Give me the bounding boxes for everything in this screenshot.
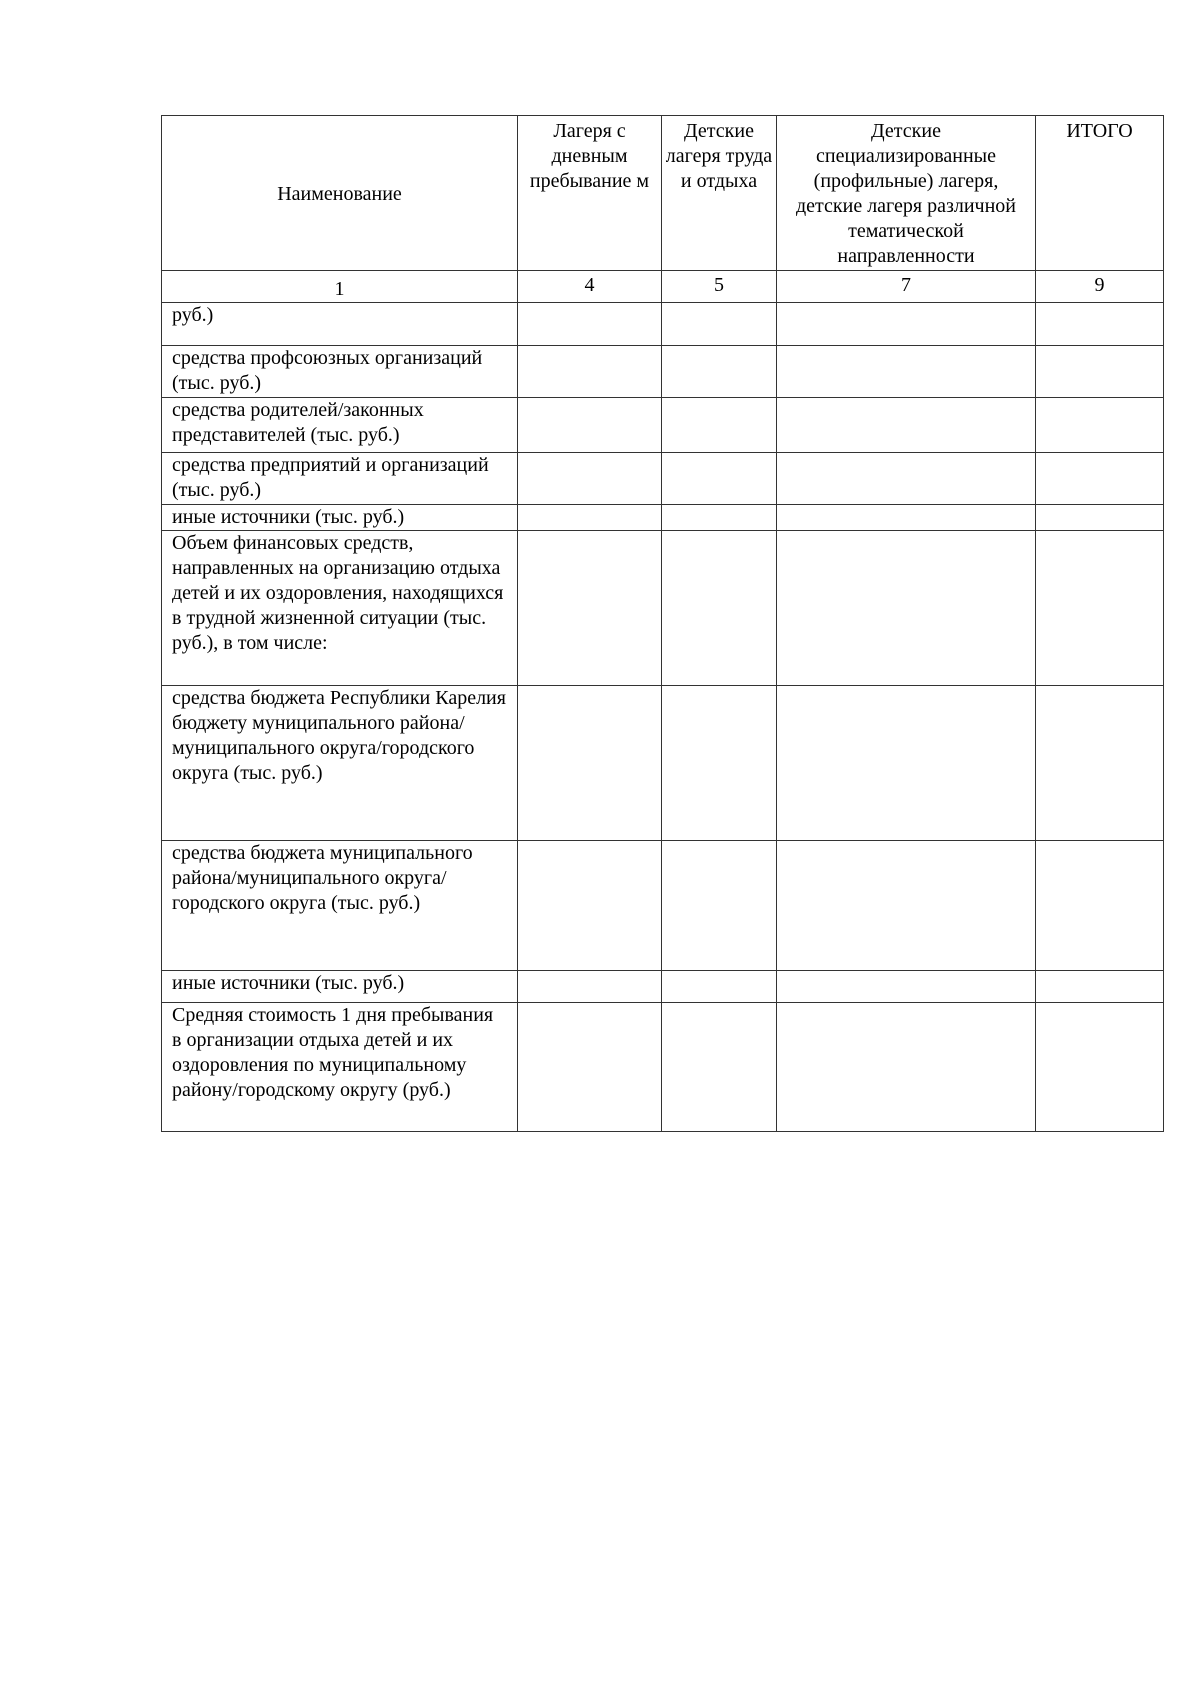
table-row xyxy=(162,453,1164,505)
table-cell xyxy=(777,505,1036,531)
table-cell xyxy=(518,1003,662,1132)
column-number: 4 xyxy=(518,271,662,303)
column-number-row xyxy=(162,271,1164,303)
header-total: ИТОГО xyxy=(1036,116,1164,271)
table-cell xyxy=(1036,346,1164,398)
table-cell xyxy=(777,346,1036,398)
table-row xyxy=(162,841,1164,971)
table-row xyxy=(162,531,1164,686)
table-cell xyxy=(662,303,777,346)
table-row xyxy=(162,303,1164,346)
table-cell xyxy=(662,346,777,398)
row-label: средства бюджета муниципального района/муниципального округа/городского округа (тыс. руб.) xyxy=(162,841,518,971)
table-cell xyxy=(518,531,662,686)
table-cell xyxy=(1036,303,1164,346)
table-cell xyxy=(518,971,662,1003)
header-specialized-camps: Детские специализированные (профильные) лагеря, детские лагеря различной тематической направленности xyxy=(777,116,1036,271)
table-cell xyxy=(662,686,777,841)
table-cell xyxy=(1036,531,1164,686)
table-cell xyxy=(662,453,777,505)
table-cell xyxy=(1036,686,1164,841)
table-row xyxy=(162,971,1164,1003)
table-row xyxy=(162,346,1164,398)
row-label: иные источники (тыс. руб.) xyxy=(162,971,518,1003)
header-labor-camps: Детские лагеря труда и отдыха xyxy=(662,116,777,271)
table-header-row xyxy=(162,116,1164,271)
row-label: Объем финансовых средств, направленных на организацию отдыха детей и их оздоровления, находящихся в трудной жизненной ситуации (тыс. руб.), в том числе: xyxy=(162,531,518,686)
table-cell xyxy=(777,971,1036,1003)
table-cell xyxy=(662,531,777,686)
table-cell xyxy=(518,505,662,531)
row-label: средства профсоюзных организаций (тыс. руб.) xyxy=(162,346,518,398)
table-cell xyxy=(1036,841,1164,971)
table-cell xyxy=(1036,505,1164,531)
table-cell xyxy=(777,1003,1036,1132)
row-label: средства родителей/законных представителей (тыс. руб.) xyxy=(162,398,518,453)
table-cell xyxy=(518,686,662,841)
table-cell xyxy=(662,398,777,453)
table-cell xyxy=(662,971,777,1003)
table-row xyxy=(162,505,1164,531)
table-cell xyxy=(662,1003,777,1132)
column-number: 7 xyxy=(777,271,1036,303)
table-cell xyxy=(1036,971,1164,1003)
table-cell xyxy=(1036,453,1164,505)
table-cell xyxy=(518,841,662,971)
table-cell xyxy=(518,453,662,505)
row-label: иные источники (тыс. руб.) xyxy=(162,505,518,531)
header-day-camps: Лагеря с дневным пребывание м xyxy=(518,116,662,271)
column-number: 5 xyxy=(662,271,777,303)
column-number: 9 xyxy=(1036,271,1164,303)
table-cell xyxy=(1036,398,1164,453)
table-cell xyxy=(518,346,662,398)
table-cell xyxy=(777,453,1036,505)
header-name: Наименование xyxy=(162,116,518,271)
table-cell xyxy=(777,398,1036,453)
table-cell xyxy=(662,505,777,531)
table-cell xyxy=(662,841,777,971)
row-label: средства предприятий и организаций (тыс. руб.) xyxy=(162,453,518,505)
table-cell xyxy=(777,531,1036,686)
table-cell xyxy=(518,398,662,453)
table-cell xyxy=(1036,1003,1164,1132)
table-cell xyxy=(518,303,662,346)
row-label: Средняя стоимость 1 дня пребывания в организации отдыха детей и их оздоровления по муниципальному району/городскому округу (руб.) xyxy=(162,1003,518,1132)
table-row xyxy=(162,398,1164,453)
table-cell xyxy=(777,841,1036,971)
table-cell xyxy=(777,303,1036,346)
row-label: средства бюджета Республики Карелия бюджету муниципального района/муниципального округа/городского округа (тыс. руб.) xyxy=(162,686,518,841)
row-label: руб.) xyxy=(162,303,518,346)
column-number: 1 xyxy=(162,271,518,303)
table-cell xyxy=(777,686,1036,841)
table-row xyxy=(162,686,1164,841)
report-table xyxy=(161,115,1164,1132)
table-row xyxy=(162,1003,1164,1132)
